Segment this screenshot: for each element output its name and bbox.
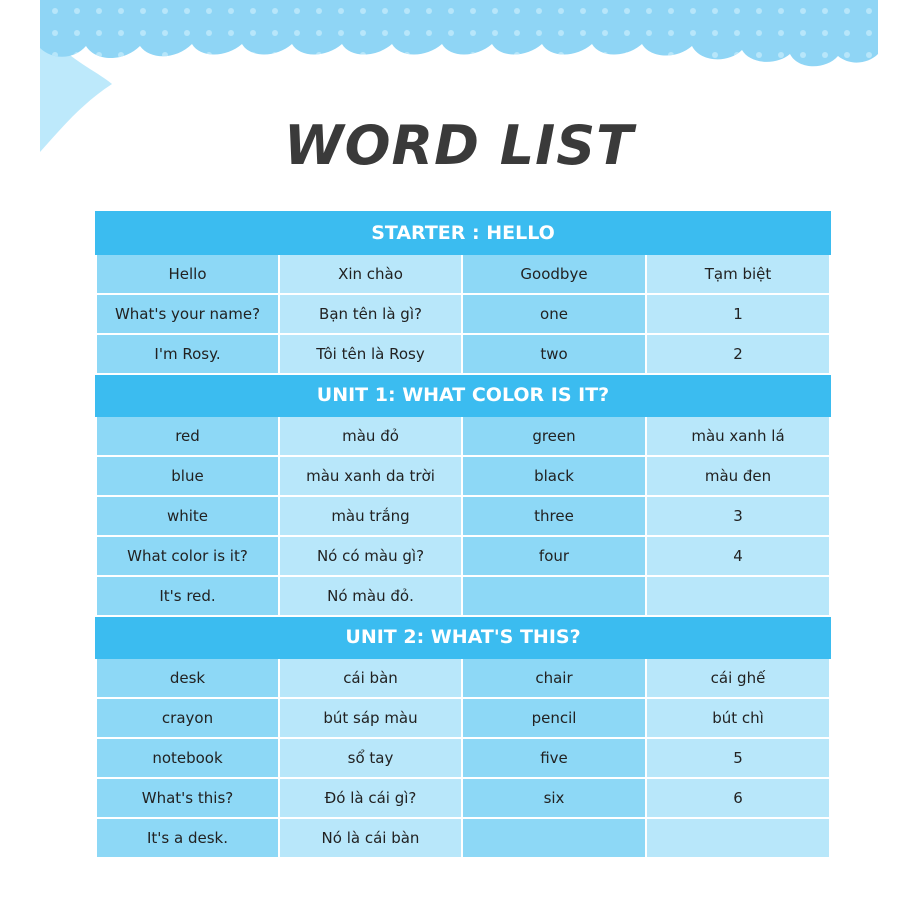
vietnamese-meaning: màu trắng [279,496,462,536]
vietnamese-meaning: màu xanh da trời [279,456,462,496]
english-word: six [462,778,646,818]
word-list-table [95,211,831,859]
vietnamese-meaning: bút chì [646,698,830,738]
table-row [96,778,830,818]
vietnamese-meaning: Tạm biệt [646,254,830,294]
vietnamese-meaning: 5 [646,738,830,778]
vietnamese-meaning: 3 [646,496,830,536]
table-row [96,536,830,576]
english-word: chair [462,658,646,698]
vietnamese-meaning: 4 [646,536,830,576]
table-row [96,698,830,738]
vietnamese-meaning: 1 [646,294,830,334]
english-word: desk [96,658,279,698]
english-word: crayon [96,698,279,738]
vietnamese-meaning: Đó là cái gì? [279,778,462,818]
table-row [96,496,830,536]
english-word: notebook [96,738,279,778]
empty-cell [646,576,830,616]
vietnamese-meaning: Tôi tên là Rosy [279,334,462,374]
table-row [96,254,830,294]
table-row [96,334,830,374]
english-word: pencil [462,698,646,738]
english-word: red [96,416,279,456]
section-heading: STARTER : HELLO [96,212,830,254]
vietnamese-meaning: 6 [646,778,830,818]
english-word: It's a desk. [96,818,279,858]
section-header-starter [96,212,830,254]
english-word: three [462,496,646,536]
vietnamese-meaning: màu đỏ [279,416,462,456]
english-word: black [462,456,646,496]
english-word: green [462,416,646,456]
table-row [96,416,830,456]
english-word: five [462,738,646,778]
page-title: WORD LIST [284,114,634,177]
table-row [96,294,830,334]
vietnamese-meaning: màu xanh lá [646,416,830,456]
vietnamese-meaning: cái ghế [646,658,830,698]
empty-cell [646,818,830,858]
vietnamese-meaning: màu đen [646,456,830,496]
word-list-table-container [95,211,829,859]
word-list-body [96,212,830,858]
vietnamese-meaning: Nó màu đỏ. [279,576,462,616]
vietnamese-meaning: Xin chào [279,254,462,294]
english-word: Hello [96,254,279,294]
section-header-unit-1 [96,374,830,416]
table-row [96,456,830,496]
vietnamese-meaning: bút sáp màu [279,698,462,738]
english-word: white [96,496,279,536]
empty-cell [462,576,646,616]
english-word: two [462,334,646,374]
vietnamese-meaning: 2 [646,334,830,374]
table-row [96,658,830,698]
english-word: What's this? [96,778,279,818]
section-heading: UNIT 2: WHAT'S THIS? [96,616,830,658]
table-row [96,576,830,616]
english-word: one [462,294,646,334]
english-word: I'm Rosy. [96,334,279,374]
section-heading: UNIT 1: WHAT COLOR IS IT? [96,374,830,416]
vietnamese-meaning: Bạn tên là gì? [279,294,462,334]
empty-cell [462,818,646,858]
table-row [96,738,830,778]
english-word: four [462,536,646,576]
section-header-unit-2 [96,616,830,658]
vietnamese-meaning: Nó có màu gì? [279,536,462,576]
vietnamese-meaning: cái bàn [279,658,462,698]
english-word: Goodbye [462,254,646,294]
english-word: blue [96,456,279,496]
english-word: It's red. [96,576,279,616]
english-word: What's your name? [96,294,279,334]
vietnamese-meaning: sổ tay [279,738,462,778]
table-row [96,818,830,858]
english-word: What color is it? [96,536,279,576]
vietnamese-meaning: Nó là cái bàn [279,818,462,858]
